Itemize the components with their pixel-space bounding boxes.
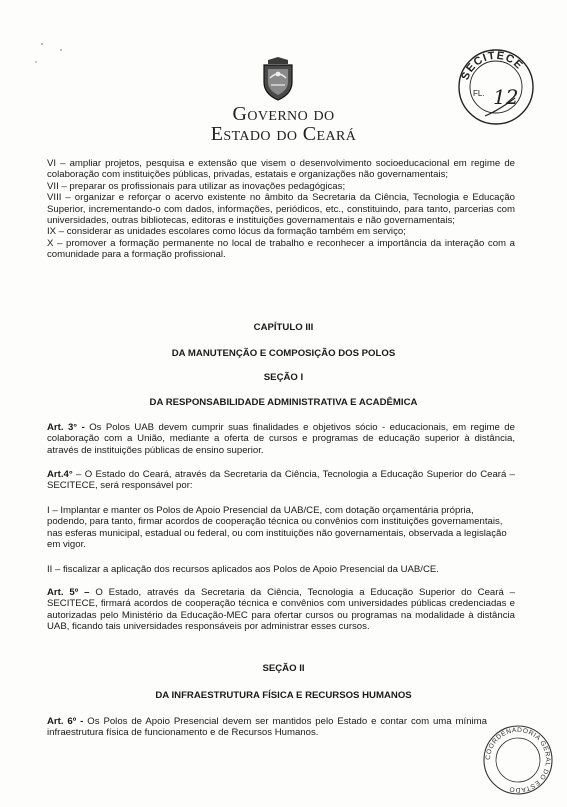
article-4-item-i: I – Implantar e manter os Polos de Apoio Presencial da UAB/CE, com dotação orçamentária própria, podendo, para tanto, firmar acordos de cooperação técnica ou convênios com instituições governamentais, nas esferas municipal, estadual ou federal, ou com instituições não governamentais, observada a legislação em vigor. — [47, 505, 507, 551]
coordination-stamp — [480, 722, 556, 798]
coordination-stamp-text: COORDENADORIA GERAL DO ESTADO — [484, 726, 552, 794]
stamp-fl-number: 12 — [493, 85, 519, 109]
secitece-stamp — [455, 46, 537, 128]
svg-text:COORDENADORIA GERAL DO ESTADO — [485, 727, 551, 793]
section1-title: DA RESPONSABILIDADE ADMINISTRATIVA E ACADÊMICA — [149, 397, 418, 408]
article-4 — [47, 469, 515, 492]
art6-label: Art. 6º - — [47, 716, 84, 727]
item-vi: VI – ampliar projetos, pesquisa e extensão que visem o desenvolvimento socioeducacional em regime de colaboração com instituições públicas, privadas, estatais e organizações não governamentais; — [47, 158, 515, 181]
art4-text: – O Estado do Ceará, através da Secretaria da Ciência, Tecnologia a Educação Superior do Ceará – SECITECE, será responsável por: — [47, 469, 515, 492]
section1-heading: SEÇÃO I — [263, 372, 304, 383]
art5-label: Art. 5º – — [47, 587, 90, 598]
scan-specks — [30, 40, 70, 80]
section2-heading: SEÇÃO II — [262, 663, 305, 674]
chapter-heading: CAPÍTULO III — [253, 322, 314, 333]
art6-text: Os Polos de Apoio Presencial devem ser mantidos pelo Estado e contar com uma mínima infraestrutura física de funcionamento e de Recursos Humanos. — [47, 716, 487, 739]
stamp-fl-label: FL. — [473, 89, 485, 98]
article-4-item-ii: II – fiscalizar a aplicação dos recursos aplicados aos Polos de Apoio Presencial da UAB/CE. — [47, 564, 439, 575]
item-x: X – promover a formação permanente no local de trabalho e reconhecer a importância da interação com a comunidade para a formação profissional. — [47, 237, 515, 261]
article-3 — [47, 422, 515, 456]
article-5 — [47, 587, 515, 633]
stamp-text: SECITECE — [459, 49, 526, 82]
svg-text:SECITECE — [459, 50, 525, 82]
article-6 — [47, 716, 487, 739]
art4-label: Art.4° — [47, 469, 73, 480]
item-ix: IX – considerar as unidades escolares como lócus da formação também em serviço; — [47, 226, 406, 238]
art5-text: O Estado, através da Secretaria da Ciência, Tecnologia a Educação Superior do Ceará – SECITECE, firmará acordos de cooperação técnica e convênios com universidades públicas credenciadas e autorizadas pelo Ministério da Educação-MEC para ofertar cursos ou programas na modalidade à distância UAB, ficando tais universidades responsáveis por administrar esses cursos. — [47, 587, 515, 633]
art3-label: Art. 3° - — [47, 422, 85, 433]
item-vii: VII – preparar os profissionais para utilizar as inovações pedagógicas; — [47, 180, 346, 192]
section2-title: DA INFRAESTRUTURA FÍSICA E RECURSOS HUMANOS — [155, 690, 412, 701]
government-title-line1: Governo do — [232, 103, 335, 125]
items-list — [47, 158, 515, 261]
coat-of-arms-icon — [260, 56, 296, 102]
government-title-line2: Estado do Ceará — [210, 123, 357, 145]
chapter-title: DA MANUTENÇÃO E COMPOSIÇÃO DOS POLOS — [171, 348, 396, 359]
item-viii: VIII – organizar e reforçar o acervo existente no âmbito da Secretaria da Ciência, Tecnologia e Educação Superior, incrementando-o com dados, informações, periódicos, etc., constituindo, para tanto, parcerias com universidades, outras bibliotecas, editoras e instituições governamentais e não governamentais; — [47, 192, 515, 227]
art3-text: Os Polos UAB devem cumprir suas finalidades e objetivos sócio - educacionais, em regime de colaboração com a União, mediante a oferta de cursos e programas de educação superior à distância, através de instituições públicas de ensino superior. — [47, 422, 515, 456]
